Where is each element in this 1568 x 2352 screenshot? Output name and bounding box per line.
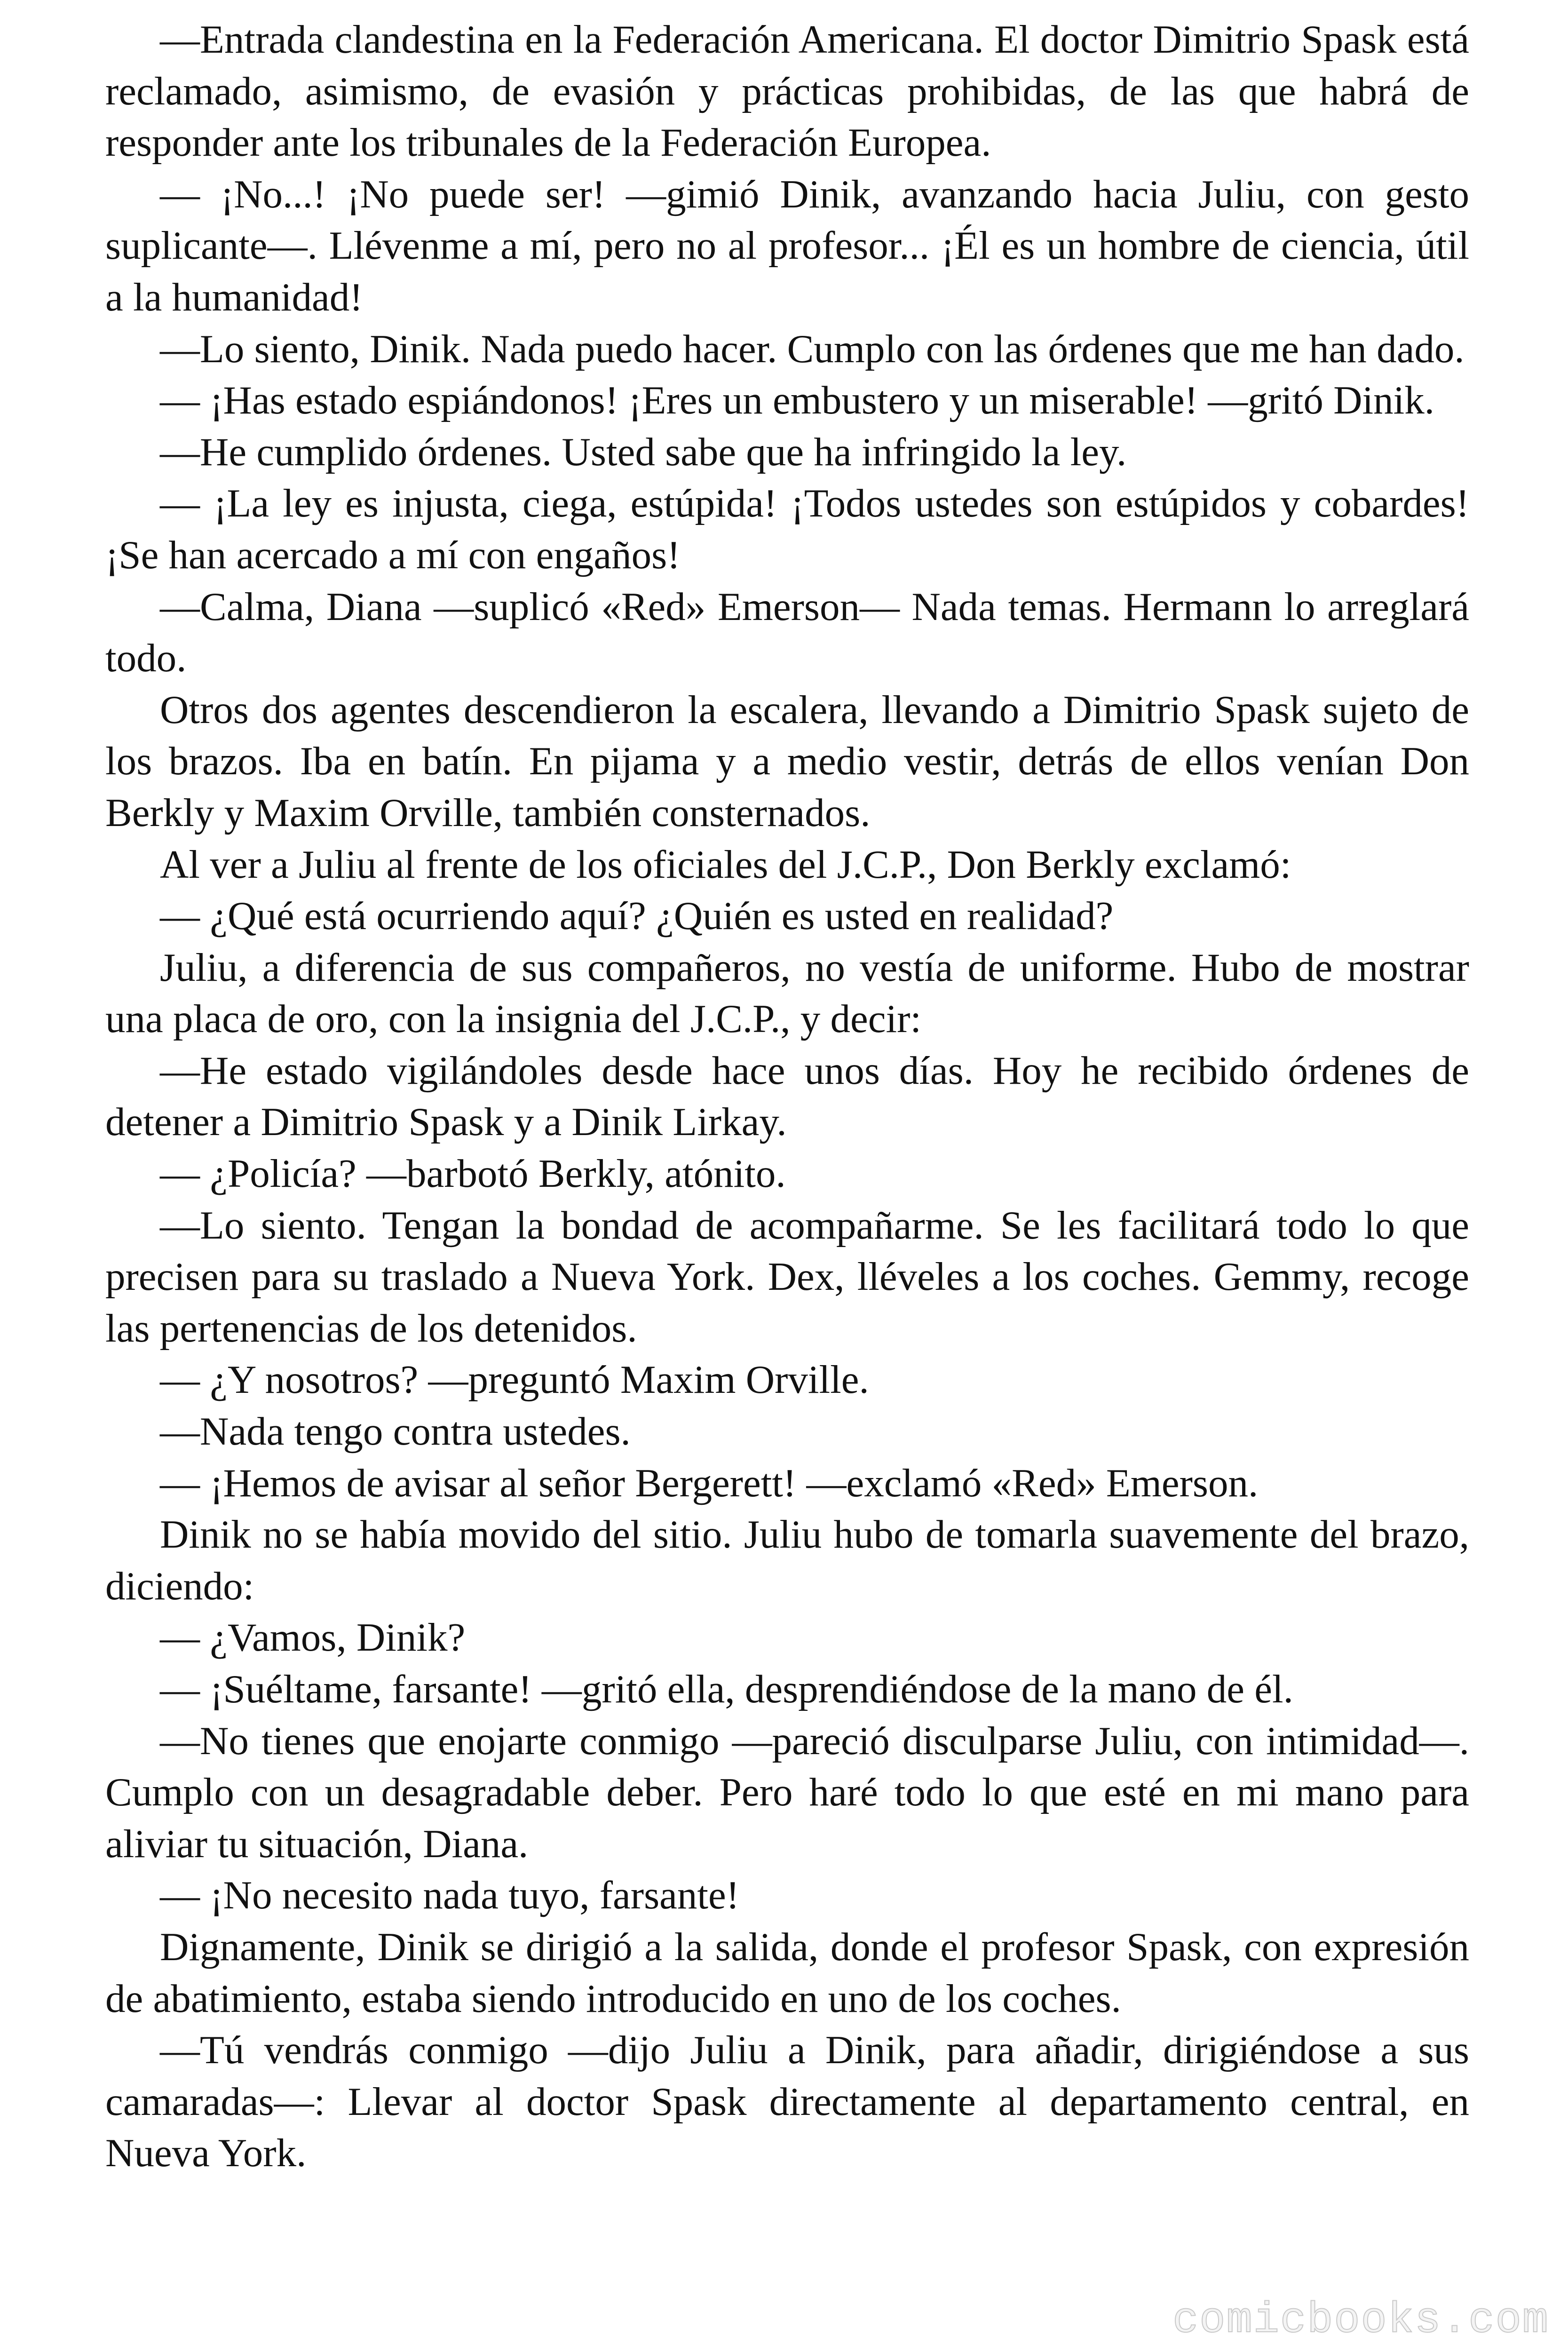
paragraph: —He cumplido órdenes. Usted sabe que ha infringido la ley. bbox=[160, 429, 1127, 474]
paragraph: —Entrada clandestina en la Federación Americana. El doctor Dimitrio Spask está reclamado, asimismo, de evasión y prácticas prohibidas, de las que habrá de responder ante los tribunales de la Federación Europea. bbox=[105, 17, 1469, 165]
paragraph: — ¡No necesito nada tuyo, farsante! bbox=[160, 1873, 740, 1918]
paragraph: — ¡Hemos de avisar al señor Bergerett! —exclamó «Red» Emerson. bbox=[160, 1461, 1259, 1505]
paragraph: — ¿Vamos, Dinik? bbox=[160, 1615, 466, 1660]
paragraph: — ¡Has estado espiándonos! ¡Eres un embustero y un miserable! —gritó Dinik. bbox=[160, 378, 1434, 423]
paragraph: —No tienes que enojarte conmigo —pareció disculparse Juliu, con intimidad—. Cumplo con un desagradable deber. Pero haré todo lo que esté en mi mano para aliviar tu situación, Diana. bbox=[105, 1718, 1469, 1866]
paragraph: Al ver a Juliu al frente de los oficiales del J.C.P., Don Berkly exclamó: bbox=[160, 842, 1291, 887]
paragraph: Dinik no se había movido del sitio. Juliu hubo de tomarla suavemente del brazo, diciendo: bbox=[105, 1512, 1469, 1608]
paragraph: — ¿Qué está ocurriendo aquí? ¿Quién es usted en realidad? bbox=[160, 894, 1114, 938]
paragraph: —Tú vendrás conmigo —dijo Juliu a Dinik, para añadir, dirigiéndose a sus camaradas—: Llevar al doctor Spask directamente al departamento central, en Nueva York. bbox=[105, 2028, 1469, 2176]
paragraph: —He estado vigilándoles desde hace unos días. Hoy he recibido órdenes de detener a Dimitrio Spask y a Dinik Lirkay. bbox=[105, 1048, 1469, 1144]
paragraph: Dignamente, Dinik se dirigió a la salida, donde el profesor Spask, con expresión de abatimiento, estaba siendo introducido en uno de los coches. bbox=[105, 1924, 1469, 2021]
book-page bbox=[105, 14, 1469, 2286]
paragraph: —Nada tengo contra ustedes. bbox=[160, 1409, 631, 1454]
paragraph: — ¿Policía? —barbotó Berkly, atónito. bbox=[160, 1152, 786, 1196]
paragraph: Juliu, a diferencia de sus compañeros, no vestía de uniforme. Hubo de mostrar una placa de oro, con la insignia del J.C.P., y decir: bbox=[105, 945, 1469, 1041]
paragraph: Otros dos agentes descendieron la escalera, llevando a Dimitrio Spask sujeto de los brazos. Iba en batín. En pijama y a medio vestir, detrás de ellos venían Don Berkly y Maxim Orville, también consternados. bbox=[105, 687, 1469, 835]
paragraph: — ¡Suéltame, farsante! —gritó ella, desprendiéndose de la mano de él. bbox=[160, 1667, 1293, 1711]
paragraph: — ¿Y nosotros? —preguntó Maxim Orville. bbox=[160, 1358, 869, 1402]
watermark-logo: comicbooks.com bbox=[1172, 2296, 1549, 2345]
paragraph: — ¡La ley es injusta, ciega, estúpida! ¡Todos ustedes son estúpidos y cobardes! ¡Se han acercado a mí con engaños! bbox=[105, 481, 1469, 577]
paragraph: —Calma, Diana —suplicó «Red» Emerson— Nada temas. Hermann lo arreglará todo. bbox=[105, 584, 1469, 681]
paragraph: —Lo siento, Dinik. Nada puedo hacer. Cumplo con las órdenes que me han dado. bbox=[160, 326, 1465, 371]
paragraph: —Lo siento. Tengan la bondad de acompañarme. Se les facilitará todo lo que precisen para su traslado a Nueva York. Dex, lléveles a los coches. Gemmy, recoge las pertenencias de los detenidos. bbox=[105, 1203, 1469, 1351]
paragraph: — ¡No...! ¡No puede ser! —gimió Dinik, avanzando hacia Juliu, con gesto suplicante—. Llévenme a mí, pero no al profesor... ¡Él es un hombre de ciencia, útil a la humanidad! bbox=[105, 172, 1469, 319]
